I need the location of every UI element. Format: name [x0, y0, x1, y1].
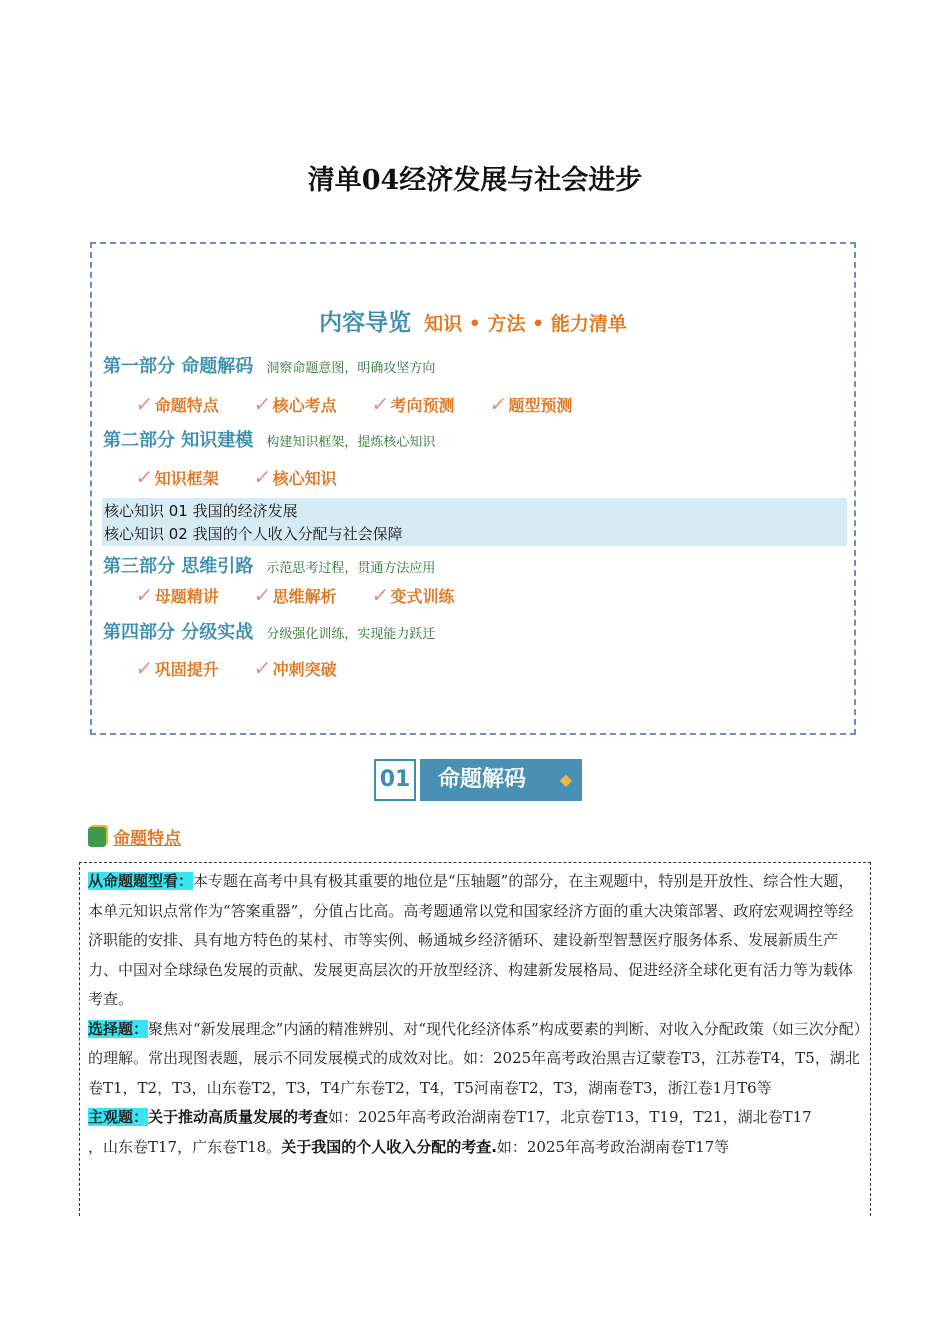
section-heading — [88, 824, 181, 849]
check-icon: ✓ — [134, 392, 155, 416]
check-icon: ✓ — [370, 392, 391, 416]
overview-subtitle: 知识 • 方法 • 能力清单 — [424, 313, 627, 335]
check-icon: ✓ — [134, 583, 155, 607]
check-icon: ✓ — [134, 465, 155, 489]
item-link[interactable]: ✓巩固提升 — [134, 656, 219, 680]
overview-heading — [92, 304, 854, 337]
part-desc: 构建知识框架，提炼核心知识 — [266, 435, 436, 450]
banner-number: 01 — [374, 759, 416, 801]
section-label: 命题特点 — [113, 829, 182, 849]
item-link[interactable]: ✓核心知识 — [252, 465, 337, 489]
core-knowledge-item[interactable]: 核心知识 01 我国的经济发展 — [104, 502, 298, 520]
part-desc: 分级强化训练，实现能力跃迁 — [266, 627, 436, 642]
item-link[interactable]: ✓母题精讲 — [134, 583, 219, 607]
paragraph-multiple-choice — [88, 1015, 862, 1104]
part-title: 第二部分 知识建模 — [103, 430, 254, 451]
check-icon: ✓ — [134, 656, 155, 680]
bold-text: 关于我国的个人收入分配的考查. — [281, 1137, 497, 1156]
part-desc: 洞察命题意图，明确攻坚方向 — [266, 361, 436, 376]
diamond-icon: ◆ — [559, 770, 572, 789]
item-link[interactable]: ✓题型预测 — [487, 392, 573, 416]
notebook-icon — [88, 827, 106, 847]
part-title: 第一部分 命题解码 — [103, 356, 254, 377]
part-2-items — [136, 465, 367, 489]
part-1-heading — [103, 352, 435, 378]
overview-title: 内容导览 — [319, 310, 412, 336]
item-link[interactable]: ✓变式训练 — [370, 583, 455, 607]
check-icon: ✓ — [252, 392, 273, 416]
paragraph-subjective-cont — [88, 1133, 862, 1163]
item-link[interactable]: ✓核心考点 — [252, 392, 337, 416]
section-banner — [374, 759, 582, 801]
content-overview-box — [90, 242, 856, 735]
item-link[interactable]: ✓思维解析 — [252, 583, 337, 607]
core-knowledge-list — [102, 498, 847, 546]
paragraph-text: 如：2025年高考政治湖南卷T17等 — [496, 1137, 730, 1156]
check-icon: ✓ — [252, 465, 273, 489]
part-4-heading — [103, 618, 435, 644]
paragraph-text: 如：2025年高考政治湖南卷T17，北京卷T13，T19，T21，湖北卷T17 — [328, 1108, 812, 1126]
part-2-heading — [103, 426, 435, 452]
item-link[interactable]: ✓知识框架 — [134, 465, 219, 489]
paragraph-text: 聚焦对“新发展理念”内涵的精准辨别、对“现代化经济体系”构成要素的判断、对收入分配政策（如三次分配）的理解。常出现图表题，展示不同发展模式的成效对比。如：2025年高考政治黑吉辽蒙卷T3，江苏卷T4，T5，湖北卷T1，T2，T3，山东卷T2，T3，T4广东卷T2，T4，T5河南卷T2，T3，湖南卷T3，浙江卷1月T6等 — [88, 1019, 862, 1097]
core-knowledge-item[interactable]: 核心知识 02 我国的个人收入分配与社会保障 — [104, 525, 403, 543]
bold-text: 关于推动高质量发展的考查 — [148, 1108, 329, 1126]
part-4-items — [136, 656, 367, 680]
item-link[interactable]: ✓冲刺突破 — [252, 656, 337, 680]
part-title: 第四部分 分级实战 — [103, 622, 254, 643]
part-desc: 示范思考过程，贯通方法应用 — [266, 561, 436, 576]
paragraph-text: ，山东卷T17，广东卷T18。 — [88, 1137, 282, 1156]
banner-label: 命题解码 — [420, 759, 582, 801]
paragraph-text: 本专题在高考中具有极其重要的地位是“压轴题”的部分，在主观题中，特别是开放性、综合性大题，本单元知识点常作为“答案重器”，分值占比高。高考题通常以党和国家经济方面的重大决策部署、政府宏观调控等经济职能的安排、具有地方特色的某村、市等实例、畅通城乡经济循环、建设新型智慧医疗服务体系、发展新质生产力、中国对全球绿色发展的贡献、发展更高层次的开放型经济、构建新发展格局、促进经济全球化更有活力等为载体考查。 — [88, 872, 854, 1008]
check-icon: ✓ — [487, 392, 509, 416]
highlight-label: 选择题： — [88, 1019, 149, 1038]
part-title: 第三部分 思维引路 — [103, 556, 254, 577]
content-box — [79, 862, 871, 1216]
check-icon: ✓ — [252, 656, 273, 680]
paragraph-subjective — [88, 1103, 862, 1133]
check-icon: ✓ — [370, 583, 391, 607]
part-3-items — [136, 583, 485, 607]
part-3-heading — [103, 552, 435, 578]
highlight-label: 主观题： — [88, 1108, 149, 1126]
page-title: 清单04经济发展与社会进步 — [307, 165, 643, 196]
check-icon: ✓ — [252, 583, 273, 607]
item-link[interactable]: ✓命题特点 — [134, 392, 219, 416]
part-1-items — [136, 392, 602, 416]
item-link[interactable]: ✓考向预测 — [370, 392, 455, 416]
highlight-label: 从命题题型看： — [88, 872, 194, 890]
paragraph-question-types — [88, 867, 862, 1015]
